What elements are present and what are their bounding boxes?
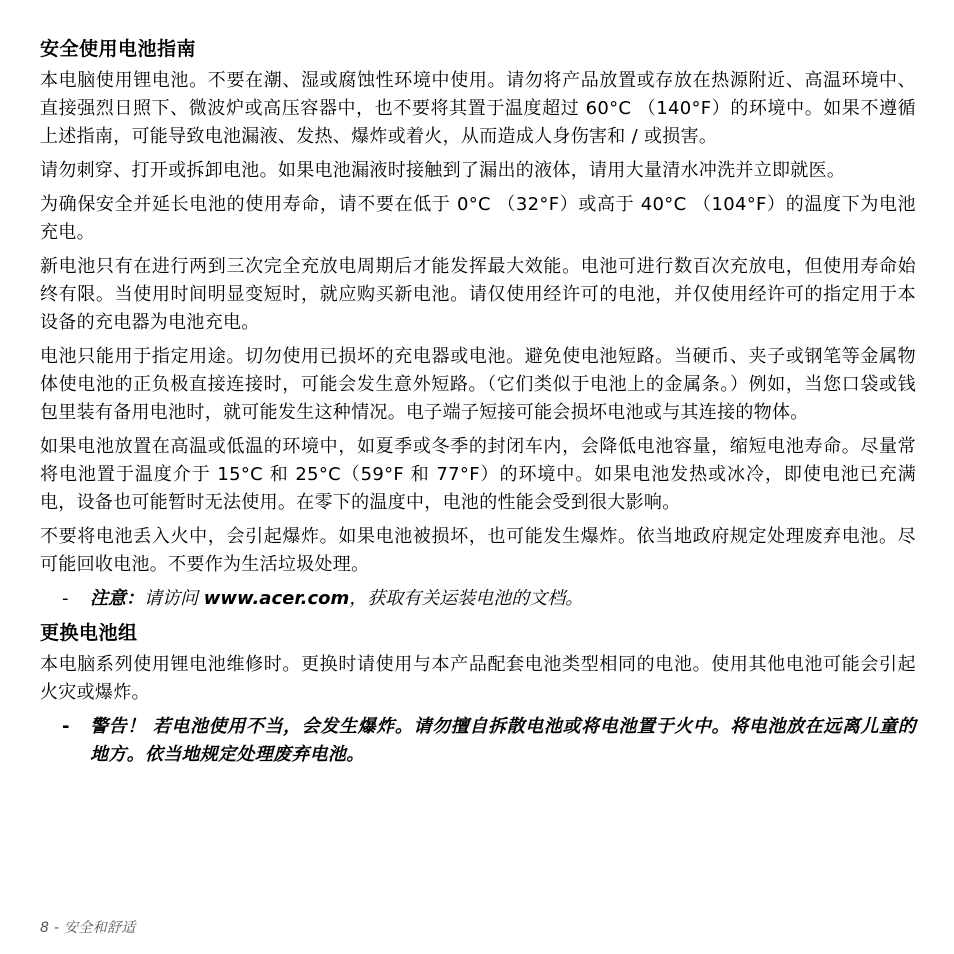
acer-website-link[interactable]: www.acer.com — [203, 588, 350, 609]
paragraph-short-circuit: 电池只能用于指定用途。切勿使用已损坏的充电器或电池。避免使电池短路。当硬币、夹子或钢笔等金属物体使电池的正负极直接连接时，可能会发生意外短路。（它们类似于电池上的金属条。）例如，当您口袋或钱包里装有备用电池时，就可能发生这种情况。电子端子短接可能会损坏电池或与其连接的物体。 — [40, 346, 916, 423]
paragraph-new-battery: 新电池只有在进行两到三次完全充放电周期后才能发挥最大效能。电池可进行数百次充放电，但使用寿命始终有限。当使用时间明显变短时，就应购买新电池。请仅使用经许可的电池，并仅使用经许可的指定用于本设备的充电器为电池充电。 — [40, 256, 916, 333]
warning-bullet: - — [62, 716, 70, 737]
note-bullet: - — [62, 588, 69, 609]
paragraph-temperature-storage: 如果电池放置在高温或低温的环境中，如夏季或冬季的封闭车内，会降低电池容量，缩短电池寿命。尽量常将电池置于温度介于 15°C 和 25°C（59°F 和 77°F）的环境中。如果电池发热或冰冷，即使电池已充满电，设备也可能暂时无法使用。在零下的温度中，电池的性能会受到很大影响。 — [40, 436, 916, 513]
document-page — [40, 35, 916, 775]
paragraph-disposal: 不要将电池丢入火中，会引起爆炸。如果电池被损坏，也可能发生爆炸。依当地政府规定处理废弃电池。尽可能回收电池。不要作为生活垃圾处理。 — [40, 526, 916, 575]
section-title-replace-battery: 更换电池组 — [40, 622, 138, 644]
section-title-battery-safety: 安全使用电池指南 — [40, 38, 197, 60]
note-text — [90, 585, 916, 613]
paragraph-lithium-battery: 本电脑使用锂电池。不要在潮、湿或腐蚀性环境中使用。请勿将产品放置或存放在热源附近、高温环境中、直接强烈日照下、微波炉或高压容器中，也不要将其置于温度超过 60°C （140°F）的环境中。如果不遵循上述指南，可能导致电池漏液、发热、爆炸或着火，从而造成人身伤害和 / 或损害。 — [40, 70, 916, 147]
note-label: 注意： — [90, 588, 144, 609]
note-prefix: 请访问 — [144, 588, 204, 609]
warning-text: 警告！ 若电池使用不当，会发生爆炸。请勿擅自拆散电池或将电池置于火中。将电池放在远离儿童的地方。依当地规定处理废弃电池。 — [90, 716, 916, 765]
paragraph-charging-temperature: 为确保安全并延长电池的使用寿命，请不要在低于 0°C （32°F）或高于 40°C （104°F）的温度下为电池充电。 — [40, 194, 916, 243]
page-footer: 8 - 安全和舒适 — [40, 920, 136, 936]
note-suffix: ，获取有关运装电池的文档。 — [349, 588, 584, 609]
note-item — [40, 585, 916, 613]
paragraph-replace-battery: 本电脑系列使用锂电池维修时。更换时请使用与本产品配套电池类型相同的电池。使用其他电池可能会引起火灾或爆炸。 — [40, 654, 916, 703]
warning-item — [40, 713, 916, 769]
paragraph-do-not-puncture: 请勿刺穿、打开或拆卸电池。如果电池漏液时接触到了漏出的液体，请用大量清水冲洗并立即就医。 — [40, 160, 846, 181]
